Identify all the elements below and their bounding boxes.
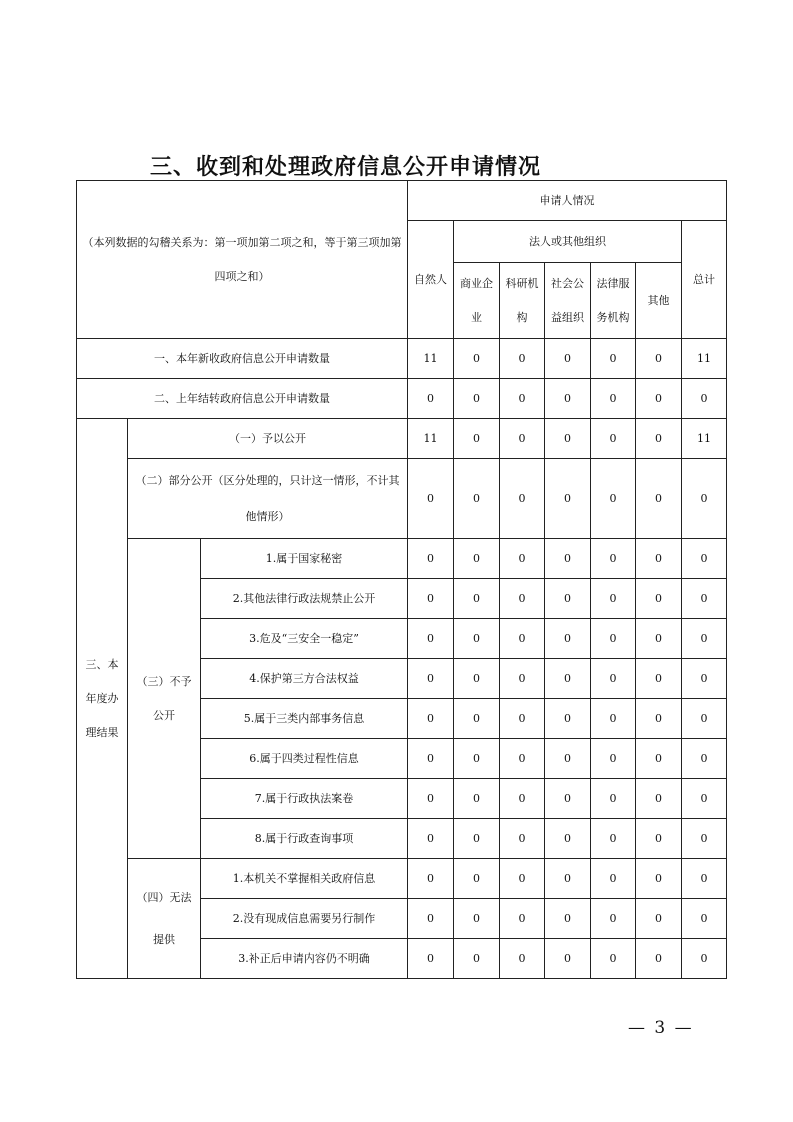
cell-value: 0	[545, 859, 591, 899]
cell-value: 0	[682, 539, 727, 579]
row-label: 二、上年结转政府信息公开申请数量	[77, 379, 408, 419]
cell-value: 0	[682, 699, 727, 739]
cell-value: 0	[636, 659, 682, 699]
cell-value: 0	[545, 779, 591, 819]
table-row	[77, 339, 727, 379]
table-row	[77, 419, 727, 459]
cell-value: 11	[408, 339, 454, 379]
row-label: （一）予以公开	[128, 419, 408, 459]
cell-value: 0	[454, 339, 500, 379]
table-note-cell	[77, 181, 408, 339]
cell-value: 0	[636, 779, 682, 819]
cell-value: 0	[454, 539, 500, 579]
cell-value: 0	[636, 859, 682, 899]
cell-value: 0	[636, 819, 682, 859]
cell-value: 0	[454, 819, 500, 859]
cell-value: 0	[500, 419, 545, 459]
row-label: 2.其他法律行政法规禁止公开	[201, 579, 408, 619]
cell-value: 0	[408, 379, 454, 419]
cell-value: 0	[408, 859, 454, 899]
header-natural-person: 自然人	[408, 221, 454, 339]
cell-value: 0	[591, 939, 636, 979]
cell-value: 0	[545, 699, 591, 739]
table-row	[77, 539, 727, 579]
cell-value: 0	[682, 859, 727, 899]
cell-value: 0	[591, 419, 636, 459]
row-label: 1.本机关不掌握相关政府信息	[201, 859, 408, 899]
page-title: 三、收到和处理政府信息公开申请情况	[150, 155, 542, 180]
table-row	[77, 459, 727, 539]
row-label: 3.危及“三安全一稳定”	[201, 619, 408, 659]
row-label: 2.没有现成信息需要另行制作	[201, 899, 408, 939]
cell-value: 0	[408, 779, 454, 819]
cell-value: 0	[500, 739, 545, 779]
cell-value: 0	[454, 939, 500, 979]
header-commercial: 商业企业	[454, 263, 500, 339]
cell-value: 0	[682, 659, 727, 699]
cell-value: 0	[591, 379, 636, 419]
cell-value: 0	[545, 899, 591, 939]
cell-value: 0	[682, 819, 727, 859]
cell-value: 0	[500, 699, 545, 739]
cell-value: 0	[500, 619, 545, 659]
cell-value: 0	[545, 339, 591, 379]
cell-value: 0	[636, 939, 682, 979]
cell-value: 0	[591, 619, 636, 659]
unable-label: （四）无法提供	[128, 859, 201, 979]
row-label: 7.属于行政执法案卷	[201, 779, 408, 819]
cell-value: 11	[682, 419, 727, 459]
cell-value: 0	[454, 739, 500, 779]
cell-value: 0	[591, 859, 636, 899]
cell-value: 0	[636, 739, 682, 779]
cell-value: 0	[500, 819, 545, 859]
cell-value: 0	[500, 539, 545, 579]
cell-value: 0	[545, 939, 591, 979]
section3-label: 三、本年度办理结果	[77, 419, 128, 979]
header-research: 科研机构	[500, 263, 545, 339]
cell-value: 11	[408, 419, 454, 459]
cell-value: 0	[500, 379, 545, 419]
cell-value: 0	[591, 659, 636, 699]
row-label: 6.属于四类过程性信息	[201, 739, 408, 779]
header-other: 其他	[636, 263, 682, 339]
row-label: 4.保护第三方合法权益	[201, 659, 408, 699]
cell-value: 0	[500, 859, 545, 899]
header-social: 社会公益组织	[545, 263, 591, 339]
cell-value: 0	[408, 739, 454, 779]
cell-value: 0	[682, 459, 727, 539]
cell-value: 0	[591, 539, 636, 579]
cell-value: 0	[454, 379, 500, 419]
cell-value: 0	[636, 699, 682, 739]
table-row	[77, 379, 727, 419]
cell-value: 0	[454, 859, 500, 899]
header-legal-service: 法律服务机构	[591, 263, 636, 339]
row-label: 8.属于行政查询事项	[201, 819, 408, 859]
cell-value: 0	[682, 379, 727, 419]
header-total: 总计	[682, 221, 727, 339]
cell-value: 0	[682, 899, 727, 939]
header-legal-orgs: 法人或其他组织	[454, 221, 682, 263]
page-number: — 3 —	[628, 1018, 694, 1038]
cell-value: 0	[454, 619, 500, 659]
cell-value: 0	[591, 579, 636, 619]
cell-value: 0	[408, 539, 454, 579]
cell-value: 0	[636, 899, 682, 939]
cell-value: 0	[545, 459, 591, 539]
cell-value: 0	[454, 579, 500, 619]
cell-value: 0	[591, 739, 636, 779]
cell-value: 0	[591, 899, 636, 939]
cell-value: 0	[408, 899, 454, 939]
cell-value: 0	[454, 459, 500, 539]
row-label: （二）部分公开（区分处理的，只计这一情形，不计其他情形）	[128, 459, 408, 539]
row-label: 3.补正后申请内容仍不明确	[201, 939, 408, 979]
cell-value: 0	[682, 579, 727, 619]
cell-value: 0	[682, 739, 727, 779]
row-label: 一、本年新收政府信息公开申请数量	[77, 339, 408, 379]
cell-value: 0	[454, 779, 500, 819]
cell-value: 0	[545, 379, 591, 419]
cell-value: 0	[636, 339, 682, 379]
cell-value: 0	[500, 779, 545, 819]
cell-value: 0	[545, 619, 591, 659]
table-note: （本列数据的勾稽关系为：第一项加第二项之和，等于第三项加第四项之和）	[82, 235, 402, 283]
cell-value: 0	[454, 659, 500, 699]
cell-value: 0	[500, 339, 545, 379]
cell-value: 0	[636, 459, 682, 539]
cell-value: 0	[545, 539, 591, 579]
cell-value: 0	[636, 379, 682, 419]
cell-value: 0	[454, 699, 500, 739]
cell-value: 0	[682, 779, 727, 819]
table-row	[77, 859, 727, 899]
cell-value: 0	[682, 939, 727, 979]
row-label: 1.属于国家秘密	[201, 539, 408, 579]
cell-value: 0	[636, 419, 682, 459]
header-applicant-situation: 申请人情况	[408, 181, 727, 221]
not-disclosed-label: （三）不予公开	[128, 539, 201, 859]
cell-value: 0	[591, 699, 636, 739]
cell-value: 0	[500, 659, 545, 699]
cell-value: 0	[408, 619, 454, 659]
cell-value: 0	[591, 339, 636, 379]
cell-value: 0	[591, 779, 636, 819]
cell-value: 0	[682, 619, 727, 659]
cell-value: 0	[408, 659, 454, 699]
cell-value: 0	[545, 419, 591, 459]
cell-value: 0	[591, 819, 636, 859]
cell-value: 0	[408, 699, 454, 739]
cell-value: 0	[408, 939, 454, 979]
cell-value: 0	[636, 619, 682, 659]
cell-value: 0	[500, 579, 545, 619]
cell-value: 0	[408, 819, 454, 859]
cell-value: 0	[591, 459, 636, 539]
cell-value: 0	[408, 459, 454, 539]
disclosure-requests-table	[76, 180, 727, 979]
cell-value: 0	[636, 579, 682, 619]
cell-value: 0	[545, 739, 591, 779]
cell-value: 0	[454, 899, 500, 939]
cell-value: 0	[636, 539, 682, 579]
cell-value: 0	[500, 459, 545, 539]
cell-value: 0	[500, 939, 545, 979]
cell-value: 0	[408, 579, 454, 619]
cell-value: 11	[682, 339, 727, 379]
cell-value: 0	[545, 659, 591, 699]
cell-value: 0	[454, 419, 500, 459]
cell-value: 0	[545, 579, 591, 619]
cell-value: 0	[545, 819, 591, 859]
cell-value: 0	[500, 899, 545, 939]
row-label: 5.属于三类内部事务信息	[201, 699, 408, 739]
